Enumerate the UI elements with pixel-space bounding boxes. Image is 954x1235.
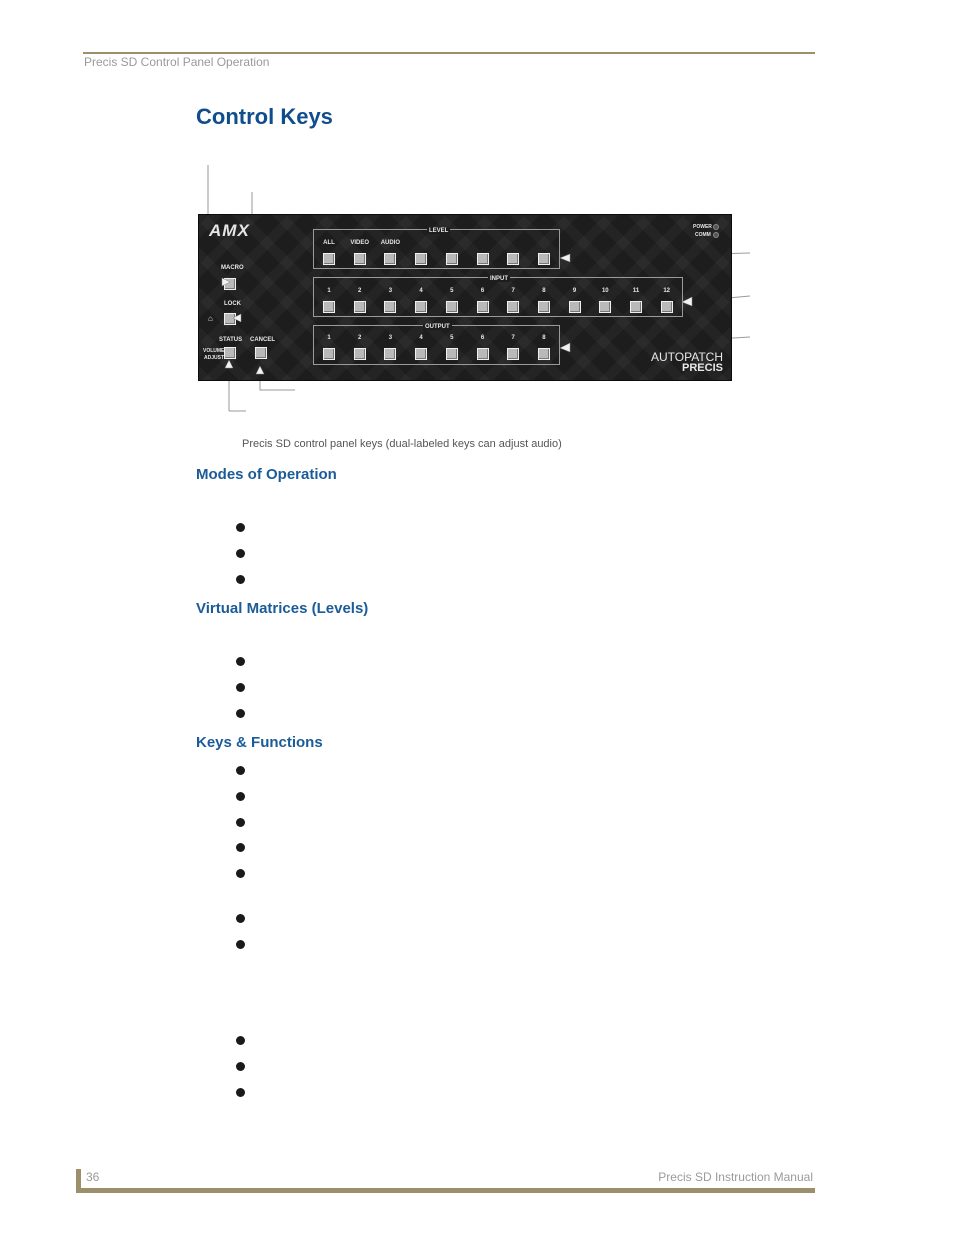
input-key-label: 6 — [480, 288, 485, 294]
output-key-label: 8 — [542, 335, 546, 341]
list-bullet — [236, 523, 245, 532]
heading-virtual-matrices: Virtual Matrices (Levels) — [196, 600, 369, 617]
input-key-label: 1 — [327, 288, 331, 294]
input-key-label: 3 — [388, 288, 393, 294]
cancel-label: CANCEL — [250, 337, 275, 343]
output-group-label: OUTPUT — [425, 324, 450, 330]
list-bullet — [236, 1036, 245, 1045]
list-bullet — [236, 1088, 245, 1097]
level-group-label: LEVEL — [429, 228, 449, 234]
figure-caption: Precis SD control panel keys (dual-labeled keys can adjust audio) — [242, 438, 562, 450]
list-bullet — [236, 1062, 245, 1071]
output-key-label: 6 — [480, 335, 485, 341]
level-key-label: AUDIO — [380, 240, 401, 246]
input-key-label: 9 — [572, 288, 577, 294]
output-key-label: 7 — [511, 335, 515, 341]
list-bullet — [236, 914, 245, 923]
input-key-label: 5 — [450, 288, 454, 294]
volume-adjust-label-2: ADJUST — [204, 355, 225, 361]
list-bullet — [236, 843, 245, 852]
page-number: 36 — [86, 1170, 100, 1184]
footer-rule — [76, 1188, 815, 1193]
heading-keys-and-functions: Keys & Functions — [196, 734, 323, 751]
lock-label: LOCK — [224, 301, 241, 307]
list-bullet — [236, 709, 245, 718]
level-key-label: VIDEO — [350, 240, 370, 246]
input-key-label: 11 — [632, 288, 640, 294]
output-key-label: 5 — [450, 335, 454, 341]
input-group-label: INPUT — [490, 276, 508, 282]
volume-adjust-label-1: VOLUME — [203, 348, 225, 354]
amx-logo: AMX — [209, 221, 250, 240]
output-key-label: 3 — [388, 335, 393, 341]
list-bullet — [236, 818, 245, 827]
list-bullet — [236, 869, 245, 878]
input-key-label: 12 — [663, 288, 671, 294]
list-bullet — [236, 575, 245, 584]
heading-modes-of-operation: Modes of Operation — [196, 466, 337, 483]
list-bullet — [236, 549, 245, 558]
running-header: Precis SD Control Panel Operation — [84, 55, 270, 69]
macro-label: MACRO — [221, 265, 244, 271]
input-key-label: 2 — [358, 288, 362, 294]
list-bullet — [236, 766, 245, 775]
output-key-label: 2 — [358, 335, 362, 341]
input-key-label: 10 — [601, 288, 609, 294]
lock-icon: ⌂ — [208, 314, 213, 323]
power-label: POWER — [693, 224, 712, 230]
list-bullet — [236, 792, 245, 801]
list-bullet — [236, 657, 245, 666]
input-key-label: 7 — [511, 288, 515, 294]
list-bullet — [236, 683, 245, 692]
precis-brand: PRECIS — [682, 362, 723, 374]
autopatch-brand: AUTOPATCH — [650, 350, 723, 364]
output-key-label: 4 — [419, 335, 423, 341]
page-title: Control Keys — [196, 104, 333, 129]
list-bullet — [236, 940, 245, 949]
input-key-label: 8 — [542, 288, 546, 294]
level-key-label: ALL — [323, 240, 335, 246]
input-key-label: 4 — [419, 288, 423, 294]
footer-manual-title: Precis SD Instruction Manual — [658, 1170, 813, 1184]
output-key-label: 1 — [327, 335, 331, 341]
status-label: STATUS — [219, 337, 243, 343]
comm-label: COMM — [695, 232, 711, 238]
